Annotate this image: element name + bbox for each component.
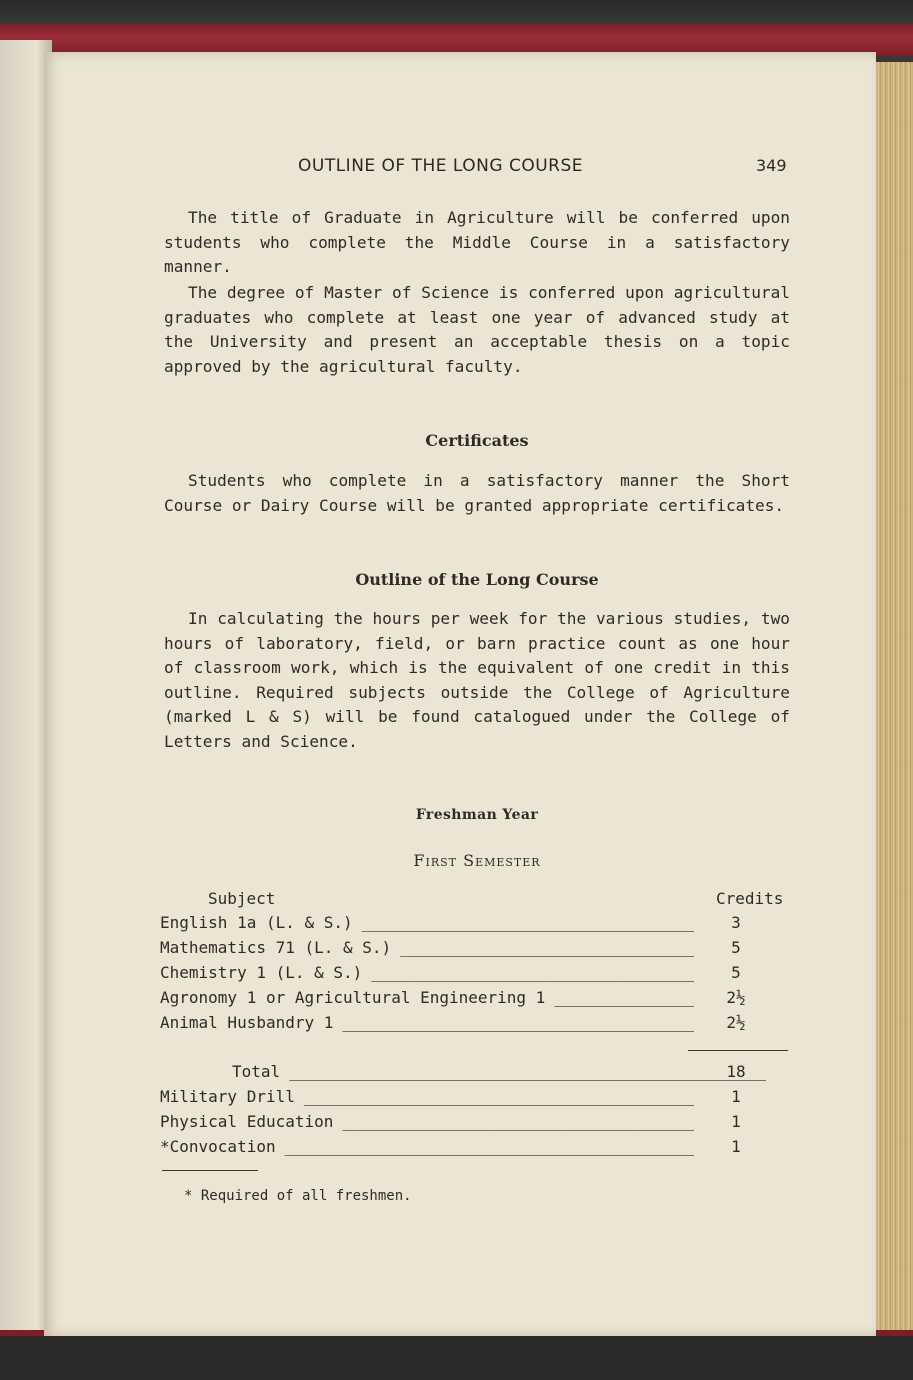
table-row — [160, 1112, 790, 1136]
subject-cell: Animal Husbandry 1 _____ — [160, 1013, 694, 1032]
subject-cell: Agronomy 1 or Agricultural Engineering 1 _____ — [160, 988, 694, 1007]
subject-cell: *Convocation _____ — [160, 1137, 694, 1156]
subject-cell: Mathematics 71 (L. & S.) _____ — [160, 938, 694, 957]
credits-cell: 2½ — [726, 1013, 746, 1032]
credits-cell: 3 — [731, 913, 741, 932]
credits-column-header: Credits — [716, 889, 784, 908]
credits-cell: 1 — [731, 1112, 741, 1131]
credits-cell: 5 — [731, 938, 741, 957]
table-row — [160, 938, 790, 962]
subject-cell: Chemistry 1 (L. & S.) _____ — [160, 963, 694, 982]
footnote: * Required of all freshmen. — [184, 1188, 412, 1204]
subject-cell: English 1a (L. & S.) _____ — [160, 913, 694, 932]
page-stack-edge — [872, 62, 913, 1338]
table-row — [160, 988, 790, 1012]
table-header — [160, 889, 790, 913]
subject-cell: Physical Education _____ — [160, 1112, 694, 1131]
footnote-rule — [162, 1170, 258, 1171]
table-row — [160, 1137, 790, 1161]
running-head: OUTLINE OF THE LONG COURSE — [298, 156, 584, 176]
credits-cell: 2½ — [726, 988, 746, 1007]
paragraph-certificates: Students who complete in a satisfactory manner the Short Course or Dairy Course will be granted appropriate certificates. — [164, 471, 790, 515]
paragraph-outline: In calculating the hours per week for the various studies, two hours of laboratory, field, or barn practice count as one hour of classroom work, which is the equivalent of one credit in this outline. Required subjects outside the College of Agriculture (marked L & S) will be found catalogued under the College of Letters and Science. — [164, 609, 790, 751]
background-bottom — [0, 1336, 913, 1380]
table-row — [160, 913, 790, 937]
sum-rule — [688, 1050, 788, 1051]
table-row — [160, 963, 790, 987]
outline-heading: Outline of the Long Course — [355, 570, 599, 589]
paragraph-graduate: The title of Graduate in Agriculture will be conferred upon students who complete the Middle Course in a satisfactory manner. — [164, 208, 790, 277]
total-label: Total _____ — [160, 1062, 766, 1081]
credits-cell: 5 — [731, 963, 741, 982]
freshman-year-heading: Freshman Year — [415, 807, 539, 823]
subject-column-header: Subject — [208, 889, 276, 908]
certificates-heading: Certificates — [425, 431, 529, 450]
credits-cell: 1 — [731, 1087, 741, 1106]
total-row — [160, 1062, 790, 1086]
paragraph-master: The degree of Master of Science is conferred upon agricultural graduates who complete at least one year of advanced study at the University and present an acceptable thesis on a topic approved by the agricultural faculty. — [164, 283, 790, 376]
subject-cell: Military Drill _____ — [160, 1087, 694, 1106]
table-row — [160, 1013, 790, 1037]
page-number: 349 — [756, 156, 787, 175]
semester-heading: First Semester — [413, 851, 541, 870]
table-row — [160, 1087, 790, 1111]
total-credits: 18 — [726, 1062, 746, 1081]
credits-cell: 1 — [731, 1137, 741, 1156]
